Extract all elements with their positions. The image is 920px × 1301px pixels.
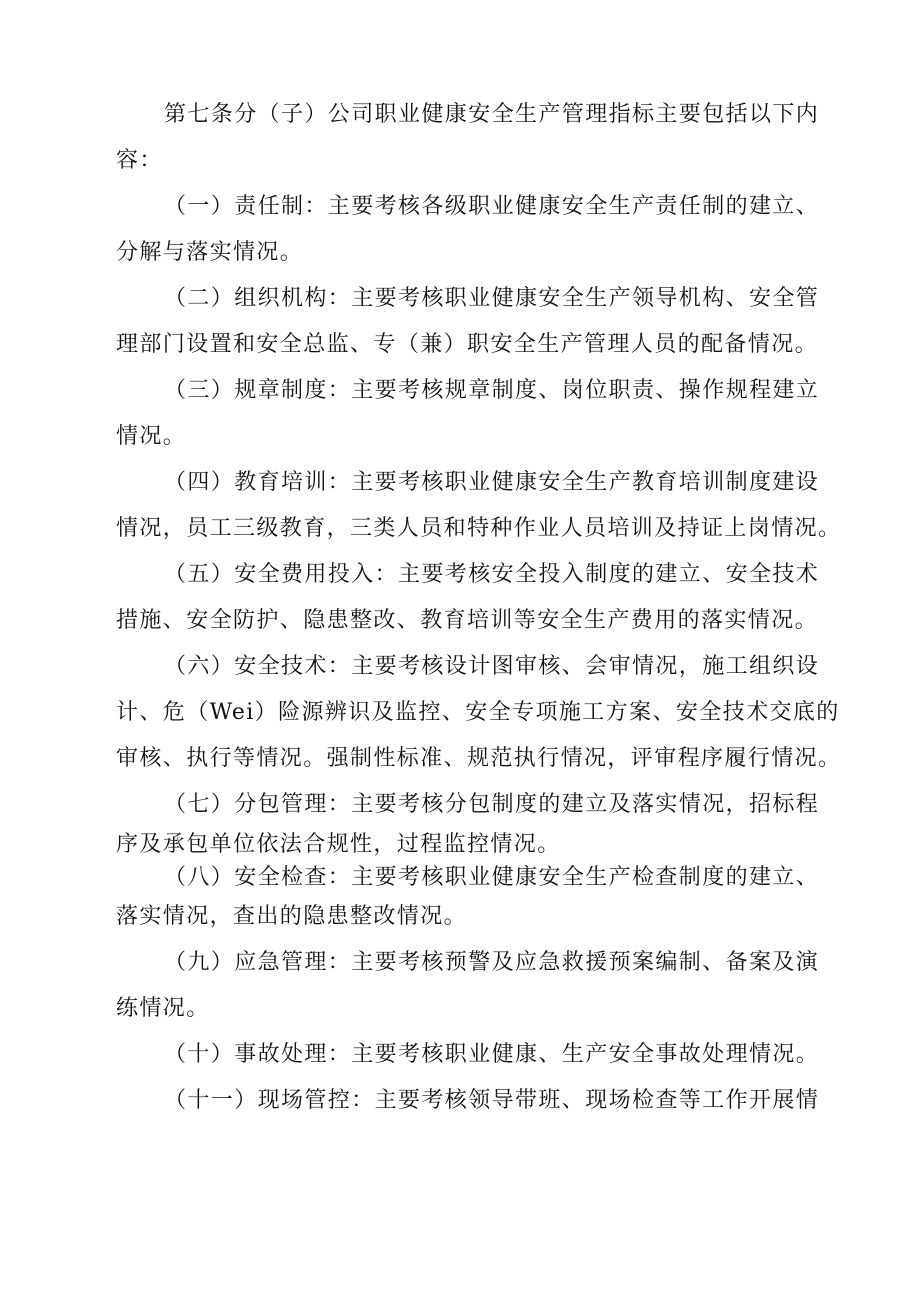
- item-4-line-2: 情况，员工三级教育，三类人员和特种作业人员培训及持证上岗情况。: [116, 516, 842, 541]
- item-5-line-1: （五）安全费用投入：主要考核安全投入制度的建立、安全技术: [164, 562, 820, 587]
- item-3-line-2: 情况。: [116, 424, 187, 449]
- item-5-line-2: 措施、安全防护、隐患整改、教育培训等安全生产费用的落实情况。: [116, 608, 819, 633]
- item-6-line-2: 计、危（Wei）险源辨识及监控、安全专项施工方案、安全技术交底的: [116, 700, 840, 725]
- item-8-line-1: （八）安全检查：主要考核职业健康安全生产检查制度的建立、: [164, 865, 820, 890]
- item-4-line-1: （四）教育培训：主要考核职业健康安全生产教育培训制度建设: [164, 470, 820, 495]
- item-11-line-1: （十一）现场管控：主要考核领导带班、现场检查等工作开展情: [164, 1088, 820, 1113]
- article-7-intro-line-1: 第七条分（子）公司职业健康安全生产管理指标主要包括以下内: [164, 102, 820, 127]
- item-9-line-1: （九）应急管理：主要考核预警及应急救援预案编制、备案及演: [164, 950, 820, 975]
- item-7-line-1: （七）分包管理：主要考核分包制度的建立及落实情况，招标程: [164, 792, 820, 817]
- item-3-line-1: （三）规章制度：主要考核规章制度、岗位职责、操作规程建立: [164, 378, 820, 403]
- item-7-line-2: 序及承包单位依法合规性，过程监控情况。: [116, 832, 561, 857]
- item-6-line-3: 审核、执行等情况。强制性标准、规范执行情况，评审程序履行情况。: [116, 746, 842, 771]
- item-6-line-1: （六）安全技术：主要考核设计图审核、会审情况，施工组织设: [164, 654, 820, 679]
- item-9-line-2: 练情况。: [116, 996, 210, 1021]
- item-2-line-1: （二）组织机构：主要考核职业健康安全生产领导机构、安全管: [164, 286, 820, 311]
- item-1-line-1: （一）责任制：主要考核各级职业健康安全生产责任制的建立、: [164, 194, 820, 219]
- document-body: [116, 92, 842, 1124]
- article-7-intro-line-2: 容：: [116, 148, 163, 173]
- item-1-line-2: 分解与落实情况。: [116, 240, 304, 265]
- item-8-line-2: 落实情况，查出的隐患整改情况。: [116, 904, 468, 929]
- item-10-line-1: （十）事故处理：主要考核职业健康、生产安全事故处理情况。: [164, 1042, 820, 1067]
- item-2-line-2: 理部门设置和安全总监、专（兼）职安全生产管理人员的配备情况。: [116, 332, 819, 357]
